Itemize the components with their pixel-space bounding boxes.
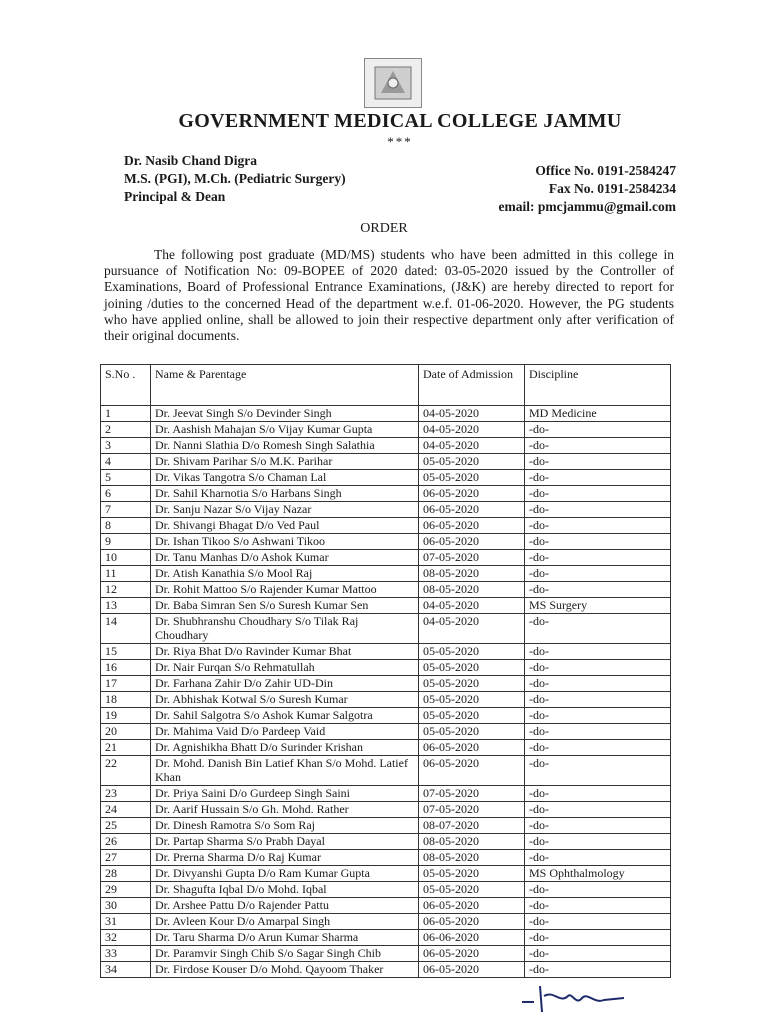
cell-sno: 10 xyxy=(101,550,151,566)
cell-discipline: -do- xyxy=(525,676,671,692)
cell-discipline: -do- xyxy=(525,834,671,850)
cell-discipline: -do- xyxy=(525,582,671,598)
cell-sno: 9 xyxy=(101,534,151,550)
cell-date: 06-05-2020 xyxy=(419,962,525,978)
cell-sno: 14 xyxy=(101,614,151,644)
table-body xyxy=(101,406,671,978)
table-row xyxy=(101,518,671,534)
cell-date: 06-05-2020 xyxy=(419,946,525,962)
cell-discipline: -do- xyxy=(525,692,671,708)
cell-name: Dr. Shivangi Bhagat D/o Ved Paul xyxy=(151,518,419,534)
cell-sno: 20 xyxy=(101,724,151,740)
table-row xyxy=(101,708,671,724)
principal-block xyxy=(124,152,346,206)
table-row xyxy=(101,644,671,660)
cell-date: 04-05-2020 xyxy=(419,438,525,454)
table-row xyxy=(101,834,671,850)
table-row xyxy=(101,914,671,930)
cell-name: Dr. Partap Sharma S/o Prabh Dayal xyxy=(151,834,419,850)
cell-date: 05-05-2020 xyxy=(419,660,525,676)
cell-sno: 26 xyxy=(101,834,151,850)
cell-sno: 13 xyxy=(101,598,151,614)
cell-sno: 19 xyxy=(101,708,151,724)
principal-qualification: M.S. (PGI), M.Ch. (Pediatric Surgery) xyxy=(124,171,346,186)
contact-block xyxy=(498,162,676,216)
cell-sno: 16 xyxy=(101,660,151,676)
table-row xyxy=(101,930,671,946)
cell-sno: 7 xyxy=(101,502,151,518)
cell-discipline: -do- xyxy=(525,566,671,582)
cell-date: 07-05-2020 xyxy=(419,550,525,566)
cell-name: Dr. Prerna Sharma D/o Raj Kumar xyxy=(151,850,419,866)
cell-date: 06-05-2020 xyxy=(419,756,525,786)
table-row xyxy=(101,454,671,470)
cell-name: Dr. Aarif Hussain S/o Gh. Mohd. Rather xyxy=(151,802,419,818)
table-row xyxy=(101,802,671,818)
cell-date: 06-05-2020 xyxy=(419,486,525,502)
table-row xyxy=(101,882,671,898)
cell-date: 06-05-2020 xyxy=(419,914,525,930)
cell-date: 05-05-2020 xyxy=(419,470,525,486)
table-row xyxy=(101,850,671,866)
cell-date: 05-05-2020 xyxy=(419,644,525,660)
cell-date: 05-05-2020 xyxy=(419,454,525,470)
cell-sno: 23 xyxy=(101,786,151,802)
emblem-icon xyxy=(371,63,415,103)
cell-discipline: MD Medicine xyxy=(525,406,671,422)
cell-discipline: -do- xyxy=(525,786,671,802)
signature xyxy=(520,982,630,1014)
cell-date: 06-05-2020 xyxy=(419,740,525,756)
cell-sno: 21 xyxy=(101,740,151,756)
cell-name: Dr. Shubhranshu Choudhary S/o Tilak Raj Choudhary xyxy=(151,614,419,644)
cell-sno: 8 xyxy=(101,518,151,534)
cell-name: Dr. Arshee Pattu D/o Rajender Pattu xyxy=(151,898,419,914)
table-row xyxy=(101,438,671,454)
cell-sno: 15 xyxy=(101,644,151,660)
table-row xyxy=(101,614,671,644)
cell-date: 05-05-2020 xyxy=(419,708,525,724)
cell-date: 04-05-2020 xyxy=(419,422,525,438)
principal-designation: Principal & Dean xyxy=(124,189,226,204)
table-row xyxy=(101,740,671,756)
cell-discipline: -do- xyxy=(525,614,671,644)
cell-date: 05-05-2020 xyxy=(419,692,525,708)
cell-sno: 4 xyxy=(101,454,151,470)
cell-name: Dr. Paramvir Singh Chib S/o Sagar Singh Chib xyxy=(151,946,419,962)
cell-discipline: -do- xyxy=(525,422,671,438)
students-table xyxy=(100,364,671,978)
table-row xyxy=(101,566,671,582)
cell-name: Dr. Firdose Kouser D/o Mohd. Qayoom Thaker xyxy=(151,962,419,978)
cell-sno: 29 xyxy=(101,882,151,898)
cell-name: Dr. Avleen Kour D/o Amarpal Singh xyxy=(151,914,419,930)
cell-date: 06-05-2020 xyxy=(419,534,525,550)
cell-discipline: -do- xyxy=(525,454,671,470)
cell-discipline: -do- xyxy=(525,914,671,930)
cell-date: 08-07-2020 xyxy=(419,818,525,834)
cell-discipline: -do- xyxy=(525,882,671,898)
cell-sno: 31 xyxy=(101,914,151,930)
cell-date: 05-05-2020 xyxy=(419,724,525,740)
table-row xyxy=(101,422,671,438)
cell-discipline: -do- xyxy=(525,898,671,914)
principal-name: Dr. Nasib Chand Digra xyxy=(124,153,258,168)
cell-discipline: -do- xyxy=(525,660,671,676)
cell-name: Dr. Divyanshi Gupta D/o Ram Kumar Gupta xyxy=(151,866,419,882)
cell-sno: 3 xyxy=(101,438,151,454)
cell-name: Dr. Ishan Tikoo S/o Ashwani Tikoo xyxy=(151,534,419,550)
cell-sno: 33 xyxy=(101,946,151,962)
table-row xyxy=(101,786,671,802)
cell-date: 05-05-2020 xyxy=(419,866,525,882)
cell-sno: 2 xyxy=(101,422,151,438)
table-row xyxy=(101,676,671,692)
table-row xyxy=(101,406,671,422)
table-row xyxy=(101,598,671,614)
cell-name: Dr. Abhishak Kotwal S/o Suresh Kumar xyxy=(151,692,419,708)
cell-date: 04-05-2020 xyxy=(419,406,525,422)
cell-sno: 17 xyxy=(101,676,151,692)
cell-name: Dr. Farhana Zahir D/o Zahir UD-Din xyxy=(151,676,419,692)
header-name: Name & Parentage xyxy=(151,365,419,406)
cell-sno: 28 xyxy=(101,866,151,882)
cell-date: 08-05-2020 xyxy=(419,834,525,850)
table-row xyxy=(101,818,671,834)
cell-discipline: -do- xyxy=(525,470,671,486)
cell-date: 06-06-2020 xyxy=(419,930,525,946)
cell-sno: 11 xyxy=(101,566,151,582)
cell-name: Dr. Rohit Mattoo S/o Rajender Kumar Mattoo xyxy=(151,582,419,598)
cell-date: 08-05-2020 xyxy=(419,582,525,598)
table-row xyxy=(101,946,671,962)
cell-name: Dr. Nanni Slathia D/o Romesh Singh Salathia xyxy=(151,438,419,454)
cell-name: Dr. Jeevat Singh S/o Devinder Singh xyxy=(151,406,419,422)
table-row xyxy=(101,756,671,786)
cell-discipline: -do- xyxy=(525,818,671,834)
cell-date: 05-05-2020 xyxy=(419,676,525,692)
cell-discipline: -do- xyxy=(525,756,671,786)
cell-name: Dr. Shivam Parihar S/o M.K. Parihar xyxy=(151,454,419,470)
cell-sno: 27 xyxy=(101,850,151,866)
table-row xyxy=(101,962,671,978)
order-heading: ORDER xyxy=(360,221,408,236)
table-row xyxy=(101,550,671,566)
table-row xyxy=(101,692,671,708)
cell-date: 06-05-2020 xyxy=(419,518,525,534)
table-row xyxy=(101,582,671,598)
header-discipline: Discipline xyxy=(525,365,671,406)
cell-discipline: -do- xyxy=(525,534,671,550)
cell-discipline: -do- xyxy=(525,518,671,534)
college-name: GOVERNMENT MEDICAL COLLEGE JAMMU xyxy=(178,110,622,132)
cell-discipline: -do- xyxy=(525,708,671,724)
cell-name: Dr. Agnishikha Bhatt D/o Surinder Krishan xyxy=(151,740,419,756)
cell-discipline: MS Surgery xyxy=(525,598,671,614)
cell-sno: 34 xyxy=(101,962,151,978)
cell-name: Dr. Mahima Vaid D/o Pardeep Vaid xyxy=(151,724,419,740)
cell-name: Dr. Shagufta Iqbal D/o Mohd. Iqbal xyxy=(151,882,419,898)
cell-discipline: -do- xyxy=(525,740,671,756)
header-sno: S.No . xyxy=(101,365,151,406)
emblem-logo xyxy=(364,58,422,108)
cell-discipline: -do- xyxy=(525,802,671,818)
cell-name: Dr. Baba Simran Sen S/o Suresh Kumar Sen xyxy=(151,598,419,614)
cell-name: Dr. Nair Furqan S/o Rehmatullah xyxy=(151,660,419,676)
cell-discipline: -do- xyxy=(525,946,671,962)
cell-discipline: -do- xyxy=(525,850,671,866)
table-row xyxy=(101,502,671,518)
table-row xyxy=(101,534,671,550)
cell-date: 04-05-2020 xyxy=(419,598,525,614)
cell-sno: 18 xyxy=(101,692,151,708)
cell-discipline: -do- xyxy=(525,502,671,518)
cell-discipline: -do- xyxy=(525,486,671,502)
cell-sno: 5 xyxy=(101,470,151,486)
cell-discipline: MS Ophthalmology xyxy=(525,866,671,882)
cell-date: 05-05-2020 xyxy=(419,882,525,898)
cell-date: 07-05-2020 xyxy=(419,786,525,802)
cell-date: 06-05-2020 xyxy=(419,898,525,914)
cell-discipline: -do- xyxy=(525,930,671,946)
table-row xyxy=(101,660,671,676)
cell-discipline: -do- xyxy=(525,724,671,740)
cell-name: Dr. Atish Kanathia S/o Mool Raj xyxy=(151,566,419,582)
table-row xyxy=(101,486,671,502)
cell-name: Dr. Sanju Nazar S/o Vijay Nazar xyxy=(151,502,419,518)
cell-date: 07-05-2020 xyxy=(419,802,525,818)
cell-sno: 1 xyxy=(101,406,151,422)
table-row xyxy=(101,898,671,914)
office-number: Office No. 0191-2584247 xyxy=(535,163,676,178)
cell-name: Dr. Aashish Mahajan S/o Vijay Kumar Gupta xyxy=(151,422,419,438)
cell-name: Dr. Priya Saini D/o Gurdeep Singh Saini xyxy=(151,786,419,802)
table-row xyxy=(101,866,671,882)
cell-name: Dr. Tanu Manhas D/o Ashok Kumar xyxy=(151,550,419,566)
cell-name: Dr. Taru Sharma D/o Arun Kumar Sharma xyxy=(151,930,419,946)
cell-discipline: -do- xyxy=(525,438,671,454)
cell-sno: 32 xyxy=(101,930,151,946)
cell-sno: 22 xyxy=(101,756,151,786)
cell-date: 08-05-2020 xyxy=(419,566,525,582)
cell-date: 08-05-2020 xyxy=(419,850,525,866)
order-paragraph: The following post graduate (MD/MS) students who have been admitted in this college in pursuance of Notification No: 09-BOPEE of 2020 dated: 03-05-2020 issued by the Controller of Examinations, Board of Professional Entrance Examinations, (J&K) are hereby directed to report for joining /duties to the concerned Head of the department w.e.f. 01-06-2020. However, the PG students who have applied online, shall be allowed to join their respective department only after verification of their original documents. xyxy=(104,247,674,344)
cell-date: 04-05-2020 xyxy=(419,614,525,644)
cell-sno: 30 xyxy=(101,898,151,914)
email-address: email: pmcjammu@gmail.com xyxy=(498,199,676,214)
cell-name: Dr. Mohd. Danish Bin Latief Khan S/o Mohd. Latief Khan xyxy=(151,756,419,786)
heading-stars: *** xyxy=(387,134,413,149)
table-header-row xyxy=(101,365,671,406)
cell-discipline: -do- xyxy=(525,550,671,566)
cell-name: Dr. Vikas Tangotra S/o Chaman Lal xyxy=(151,470,419,486)
cell-sno: 12 xyxy=(101,582,151,598)
cell-name: Dr. Sahil Kharnotia S/o Harbans Singh xyxy=(151,486,419,502)
header-date: Date of Admission xyxy=(419,365,525,406)
cell-name: Dr. Dinesh Ramotra S/o Som Raj xyxy=(151,818,419,834)
cell-discipline: -do- xyxy=(525,962,671,978)
fax-number: Fax No. 0191-2584234 xyxy=(548,181,676,196)
cell-sno: 25 xyxy=(101,818,151,834)
cell-name: Dr. Sahil Salgotra S/o Ashok Kumar Salgotra xyxy=(151,708,419,724)
cell-discipline: -do- xyxy=(525,644,671,660)
cell-name: Dr. Riya Bhat D/o Ravinder Kumar Bhat xyxy=(151,644,419,660)
cell-date: 06-05-2020 xyxy=(419,502,525,518)
table-row xyxy=(101,470,671,486)
cell-sno: 24 xyxy=(101,802,151,818)
table-row xyxy=(101,724,671,740)
cell-sno: 6 xyxy=(101,486,151,502)
